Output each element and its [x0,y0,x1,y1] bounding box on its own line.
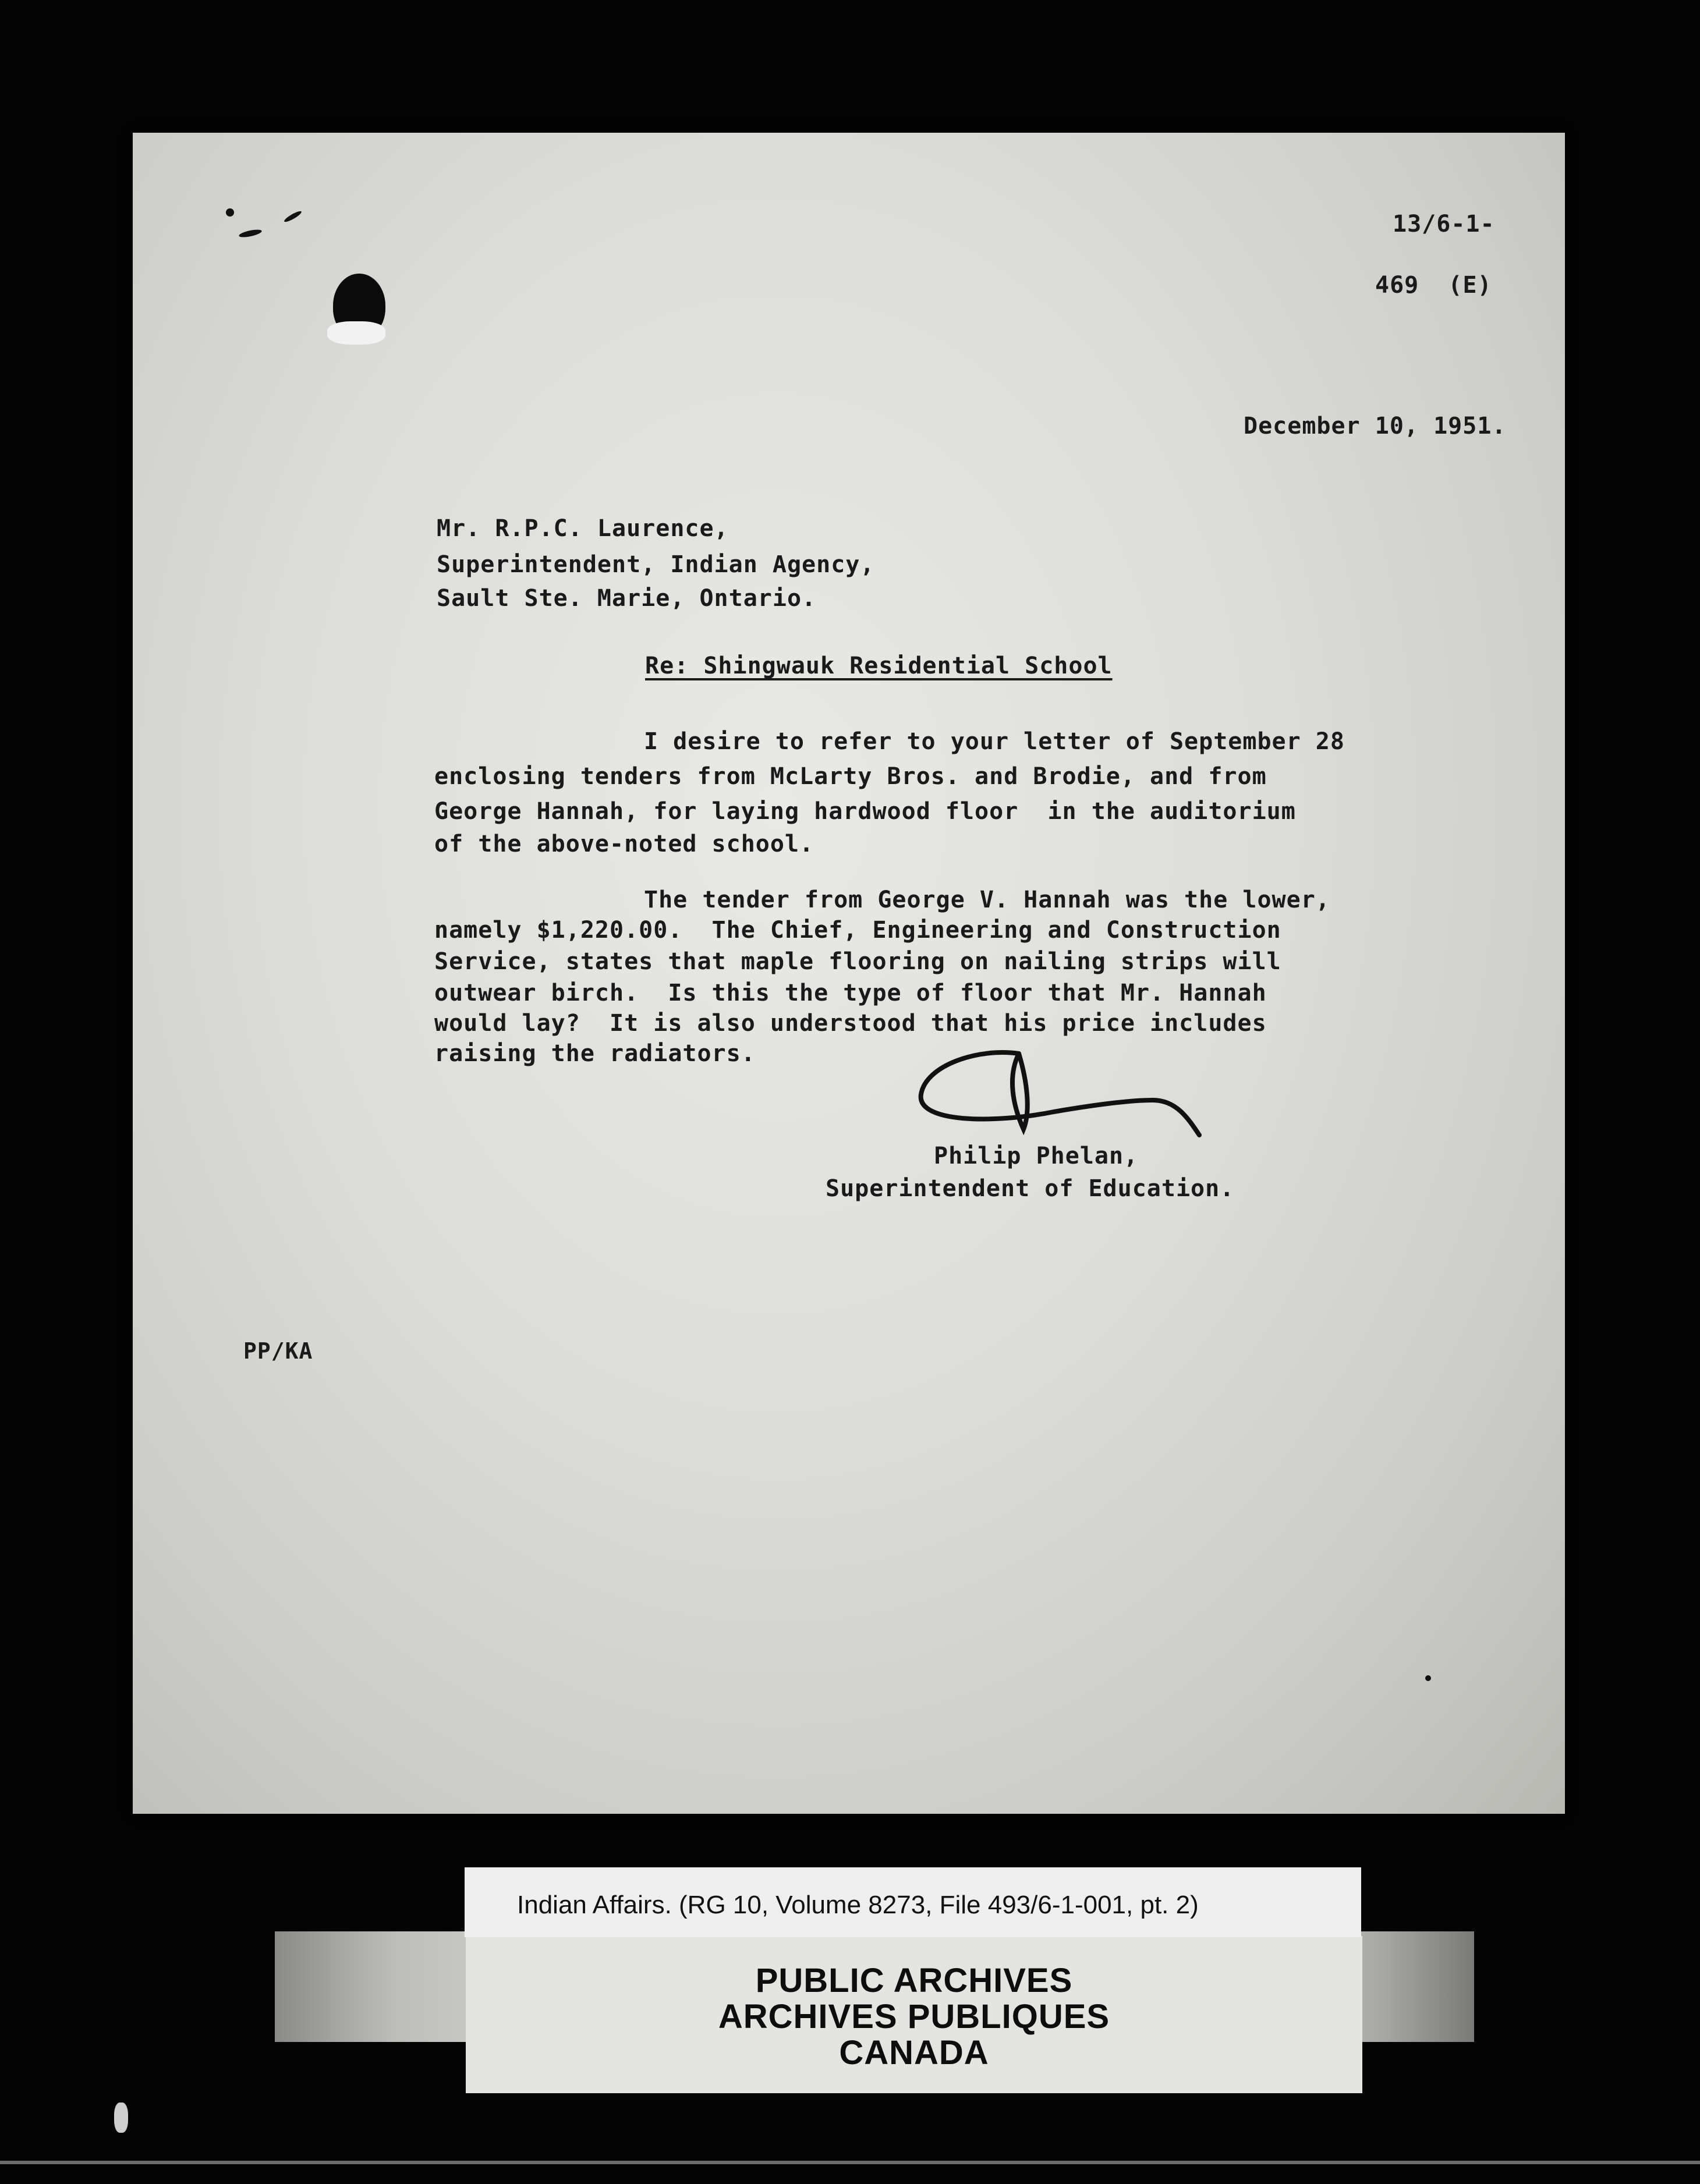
file-reference-line2: 469 (E) [1375,272,1492,299]
file-reference-line1: 13/6-1- [1393,211,1495,237]
paragraph1-line: George Hannah, for laying hardwood floor in the auditorium [434,798,1296,825]
paragraph2-line: would lay? It is also understood that his price includes [434,1010,1267,1037]
stamp-line1: PUBLIC ARCHIVES [755,1962,1073,1999]
paragraph2-line: namely $1,220.00. The Chief, Engineering and Construction [434,917,1281,944]
subject-line: Re: Shingwauk Residential School [645,653,1113,679]
typist-initials: PP/KA [243,1338,313,1364]
speck [226,208,234,217]
archive-stamp [466,1936,1362,2093]
paragraph2-line: raising the radiators. [434,1040,756,1067]
stamp-line3: CANADA [839,2034,989,2072]
stamp-line2: ARCHIVES PUBLIQUES [718,1998,1110,2036]
paragraph1-line: I desire to refer to your letter of September 28 [644,728,1345,755]
recipient-line1: Mr. R.P.C. Laurence, [437,515,729,542]
paragraph2-line: The tender from George V. Hannah was the lower, [644,887,1330,913]
paragraph2-line: Service, states that maple flooring on nailing strips will [434,948,1281,975]
recipient-line2: Superintendent, Indian Agency, [437,551,875,578]
paragraph2-line: outwear birch. Is this the type of floor that Mr. Hannah [434,980,1267,1006]
paragraph1-line: of the above-noted school. [434,831,814,857]
film-speck [114,2103,128,2133]
speck [238,228,262,239]
paper-tear [327,321,385,345]
speck [1425,1675,1431,1681]
speck [283,210,302,224]
archive-reference-label [465,1867,1361,1937]
signatory-title: Superintendent of Education. [826,1175,1235,1202]
archive-reference-text: Indian Affairs. (RG 10, Volume 8273, File 493/6-1-001, pt. 2) [517,1891,1199,1919]
film-edge-rule [0,2161,1700,2164]
letter-date: December 10, 1951. [1244,413,1507,439]
handwritten-signature [908,1042,1211,1147]
recipient-line3: Sault Ste. Marie, Ontario. [437,585,817,612]
paragraph1-line: enclosing tenders from McLarty Bros. and Brodie, and from [434,763,1267,790]
signatory-name: Philip Phelan, [934,1143,1139,1169]
